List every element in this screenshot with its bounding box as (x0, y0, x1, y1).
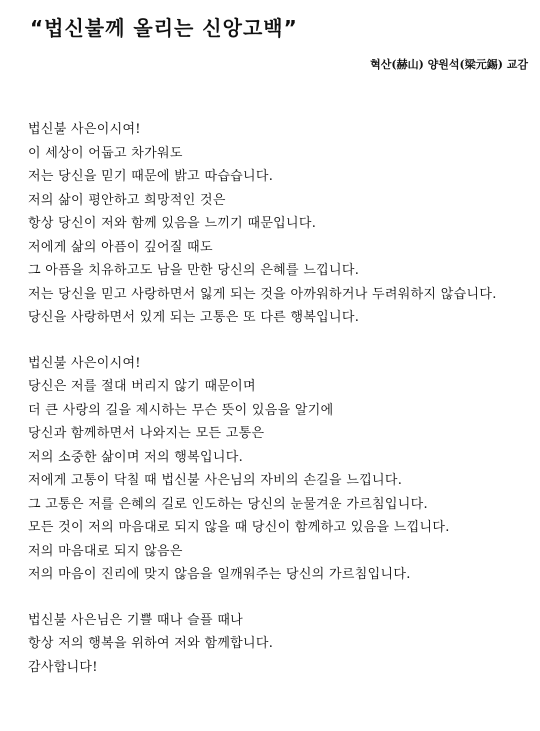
text-line: 저에게 고통이 닥칠 때 법신불 사은님의 자비의 손길을 느낍니다. (28, 473, 403, 488)
text-line: 법신불 사은이시여! (28, 122, 141, 137)
paragraph-2 (28, 352, 528, 587)
text-line: 저에게 삶의 아픔이 깊어질 때도 (28, 239, 213, 255)
text-line: 그 고통은 저를 은혜의 길로 인도하는 당신의 눈물겨운 가르침입니다. (28, 496, 428, 512)
paragraph-1 (28, 118, 528, 330)
text-line: 저의 소중한 삶이며 저의 행복입니다. (28, 449, 244, 465)
paragraph-3 (28, 609, 528, 680)
text-line: 이 세상이 어둡고 차가워도 (28, 145, 183, 161)
document-title: “법신불께 올리는 신앙고백” (30, 16, 298, 40)
text-line: 저는 당신을 믿고 사랑하면서 잃게 되는 것을 아까워하거나 두려워하지 않습니다. (28, 286, 497, 302)
text-line: 저의 마음대로 되지 않음은 (28, 543, 183, 559)
text-line: 저의 마음이 진리에 맞지 않음을 일깨워주는 당신의 가르침입니다. (28, 567, 411, 582)
text-line: 당신과 함께하면서 나와지는 모든 고통은 (28, 426, 265, 441)
text-line: 더 큰 사랑의 길을 제시하는 무슨 뜻이 있음을 알기에 (28, 402, 334, 418)
text-line: 저는 당신을 믿기 때문에 밝고 따습습니다. (28, 169, 274, 184)
text-line: 당신은 저를 절대 버리지 않기 때문이며 (28, 379, 256, 394)
author-line: 혁산(赫山) 양원석(梁元錫) 교감 (370, 58, 528, 71)
text-line: 감사합니다! (28, 659, 98, 675)
text-line: 그 아픔을 치유하고도 남을 만한 당신의 은혜를 느낍니다. (28, 263, 360, 278)
text-line: 저의 삶이 평안하고 희망적인 것은 (28, 192, 226, 208)
text-line: 항상 당신이 저와 함께 있음을 느끼기 때문입니다. (28, 216, 317, 231)
document-body (28, 118, 528, 701)
text-line: 법신불 사은이시여! (28, 355, 141, 371)
text-line: 당신을 사랑하면서 있게 되는 고통은 또 다른 행복입니다. (28, 310, 360, 325)
text-line: 법신불 사은님은 기쁠 때나 슬플 때나 (28, 612, 244, 628)
text-line: 모든 것이 저의 마음대로 되지 않을 때 당신이 함께하고 있음을 느낍니다. (28, 520, 450, 535)
text-line: 항상 저의 행복을 위하여 저와 함께합니다. (28, 636, 274, 651)
